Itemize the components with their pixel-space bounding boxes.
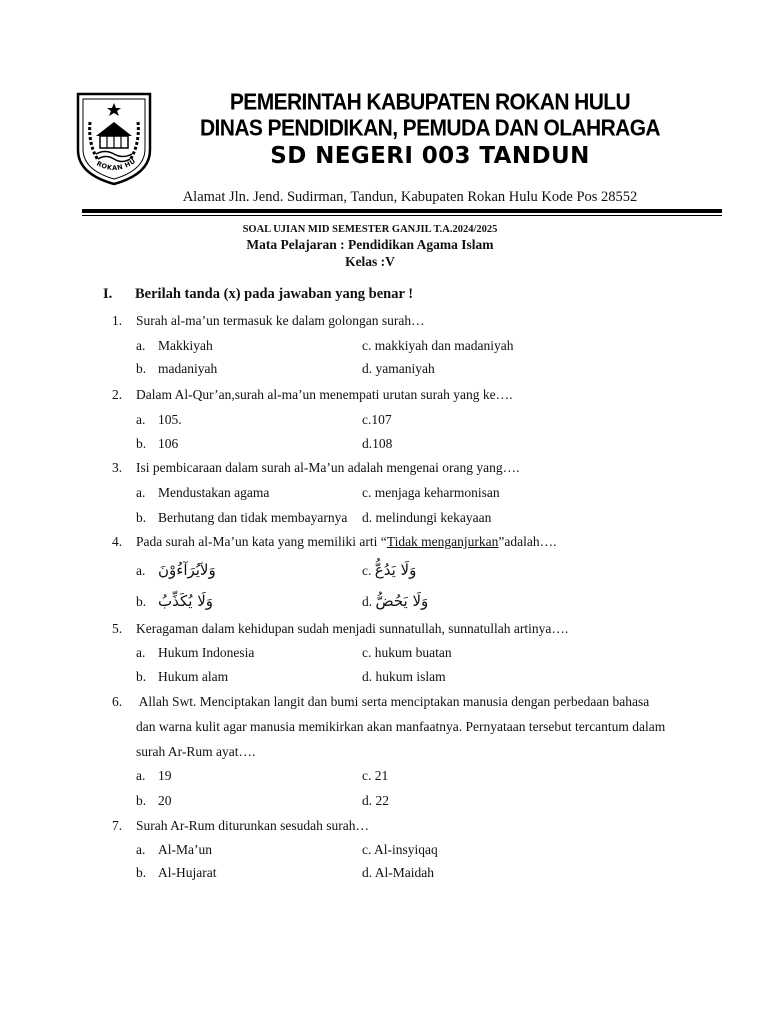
- q4-option-a[interactable]: a. وَلاَيُرَآءُوْنَ: [136, 561, 216, 579]
- q1-option-c[interactable]: c. makkiyah dan madaniyah: [362, 338, 514, 353]
- q5-option-b[interactable]: b. Hukum alam: [136, 669, 229, 684]
- q5-option-a[interactable]: a. Hukum Indonesia: [136, 645, 255, 660]
- question-text: Surah al-ma’un termasuk ke dalam golongan surah…: [136, 313, 425, 328]
- exam-subject: Mata Pelajaran : Pendidikan Agama Islam: [246, 237, 494, 252]
- question-1: [112, 313, 692, 329]
- letterhead-government: PEMERINTAH KABUPATEN ROKAN HULU: [229, 90, 631, 115]
- q2-option-c[interactable]: c.107: [362, 412, 392, 427]
- arabic-text: وَلَا يَحُضُّ: [375, 592, 429, 610]
- section-number: I.: [103, 286, 113, 302]
- arabic-text: وَلَا يَدُعُّ: [374, 561, 417, 579]
- question-3: 3. Isi pembicaraan dalam surah al-Ma’un adalah mengenai orang yang….: [112, 460, 520, 475]
- letterhead: [160, 90, 700, 170]
- q7-option-b[interactable]: b. Al-Hujarat: [136, 865, 217, 880]
- header-rule-thin: [82, 215, 722, 216]
- letterhead-school: SD NEGERI 003 TANDUN: [270, 143, 590, 169]
- question-number: 1.: [112, 313, 123, 328]
- header-rule-thick: [82, 209, 722, 213]
- question-5: 5. Keragaman dalam kehidupan sudah menjadi sunnatullah, sunnatullah artinya….: [112, 621, 569, 636]
- question-text: Dalam Al-Qur’an,surah al-ma’un menempati urutan surah yang ke….: [136, 387, 513, 402]
- question-text: Isi pembicaraan dalam surah al-Ma’un adalah mengenai orang yang….: [136, 460, 520, 475]
- question-text: Allah Swt. Menciptakan langit dan bumi serta menciptakan manusia dengan perbedaan bahasa: [136, 694, 650, 709]
- q6-option-b[interactable]: b. 20: [136, 793, 172, 808]
- q1-option-d[interactable]: d. yamaniyah: [362, 361, 435, 376]
- question-text: Surah Ar-Rum diturunkan sesudah surah…: [136, 818, 369, 833]
- question-4: 4. Pada surah al-Ma’un kata yang memiliki arti “Tidak menganjurkan”adalah….: [112, 534, 557, 549]
- q6-option-c[interactable]: c. 21: [362, 768, 389, 783]
- q7-option-a[interactable]: a. Al-Ma’un: [136, 842, 212, 857]
- section-instruction: Berilah tanda (x) pada jawaban yang benar !: [135, 286, 414, 302]
- question-text: Keragaman dalam kehidupan sudah menjadi sunnatullah, sunnatullah artinya….: [136, 621, 569, 636]
- q5-option-c[interactable]: c. hukum buatan: [362, 645, 452, 660]
- question-7: 7. Surah Ar-Rum diturunkan sesudah surah…: [112, 818, 369, 833]
- q4-option-b[interactable]: b. وَلَا يُكَذِّبُ: [136, 592, 214, 610]
- q4-option-c[interactable]: c. وَلَا يَدُعُّ: [362, 561, 417, 579]
- q2-option-a[interactable]: a. 105.: [136, 412, 182, 427]
- q7-option-d[interactable]: d. Al-Maidah: [362, 865, 434, 880]
- q6-option-d[interactable]: d. 22: [362, 793, 389, 808]
- q5-option-d[interactable]: d. hukum islam: [362, 669, 446, 684]
- q6-option-a[interactable]: a. 19: [136, 768, 172, 783]
- section-heading: [103, 286, 413, 303]
- question-6: 6. Allah Swt. Menciptakan langit dan bumi serta menciptakan manusia dengan perbedaan bahasa: [112, 694, 650, 709]
- arabic-text: وَلَا يُكَذِّبُ: [158, 592, 214, 610]
- underlined-phrase: Tidak menganjurkan: [386, 534, 499, 549]
- exam-title: SOAL UJIAN MID SEMESTER GANJIL T.A.2024/2025: [242, 224, 498, 235]
- q3-option-a[interactable]: a. Mendustakan agama: [136, 485, 270, 500]
- q2-option-b[interactable]: b. 106: [136, 436, 179, 451]
- q2-option-d[interactable]: d.108: [362, 436, 393, 451]
- school-address: Alamat Jln. Jend. Sudirman, Tandun, Kabupaten Rokan Hulu Kode Pos 28552: [182, 189, 638, 205]
- question-6-line-3: surah Ar-Rum ayat….: [136, 744, 256, 759]
- q1-option-b[interactable]: b. madaniyah: [136, 361, 218, 376]
- arabic-text: وَلاَيُرَآءُوْنَ: [158, 561, 216, 579]
- q1-option-a[interactable]: a. Makkiyah: [136, 338, 213, 353]
- question-2: 2. Dalam Al-Qur’an,surah al-ma’un menempati urutan surah yang ke….: [112, 387, 513, 402]
- question-6-line-2: dan warna kulit agar manusia memikirkan akan manfaatnya. Pernyataan tersebut tercantum dalam: [136, 719, 666, 734]
- q7-option-c[interactable]: c. Al-insyiqaq: [362, 842, 438, 857]
- exam-grade: Kelas :V: [345, 254, 395, 269]
- emblem-label: ROKAN HU: [95, 156, 138, 173]
- q4-option-d[interactable]: d. وَلَا يَحُضُّ: [362, 592, 429, 610]
- question-text: Pada surah al-Ma’un kata yang memiliki arti “: [136, 534, 387, 549]
- letterhead-department: DINAS PENDIDIKAN, PEMUDA DAN OLAHRAGA: [199, 116, 661, 141]
- q3-option-c[interactable]: c. menjaga keharmonisan: [362, 485, 500, 500]
- q3-option-d[interactable]: d. melindungi kekayaan: [362, 510, 492, 525]
- regency-emblem: [76, 92, 152, 186]
- q3-option-b[interactable]: b. Berhutang dan tidak membayarnya: [136, 510, 348, 525]
